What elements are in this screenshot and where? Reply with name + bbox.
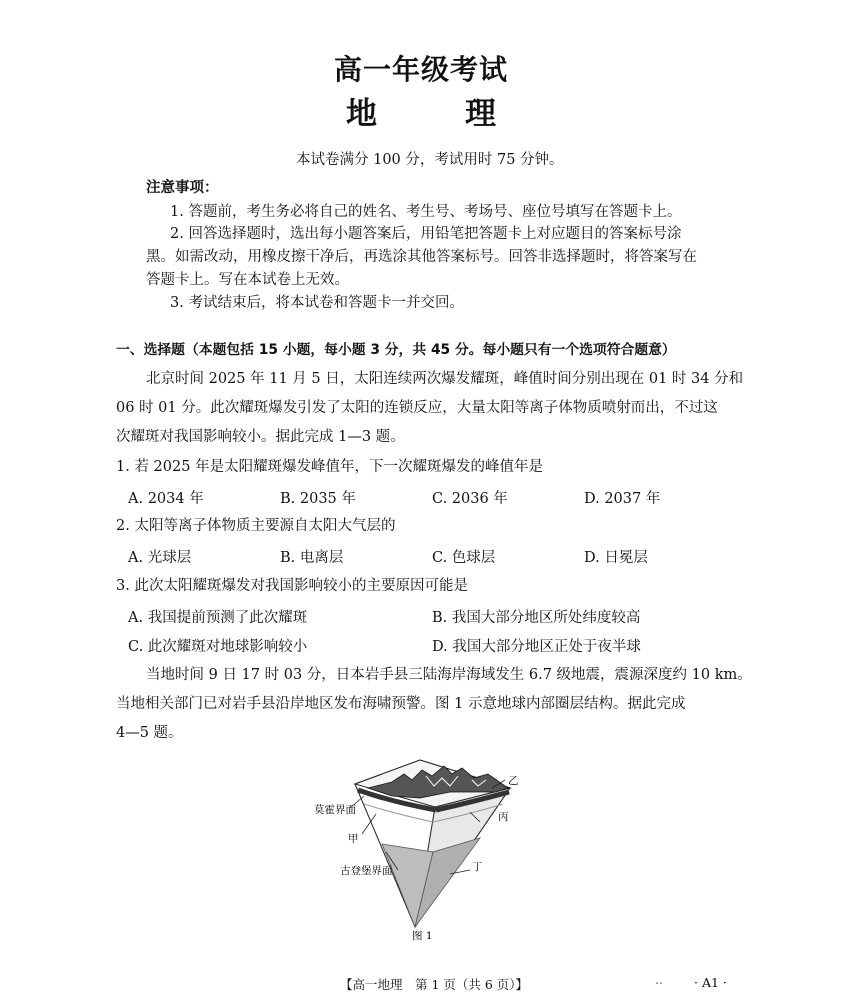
question-3-stem: 3. 此次太阳耀斑爆发对我国影响较小的主要原因可能是 <box>116 578 468 594</box>
question-1-option-c: C. 2036 年 <box>432 491 508 507</box>
figure-caption: 图 1 <box>412 930 433 942</box>
subject-char-1: 地 <box>346 96 377 132</box>
notice-line-3: 3. 考试结束后，将本试卷和答题卡一并交回。 <box>170 295 464 311</box>
exam-intro: 本试卷满分 100 分，考试用时 75 分钟。 <box>296 152 564 168</box>
question-2-stem: 2. 太阳等离子体物质主要源自太阳大气层的 <box>116 518 396 534</box>
notice-heading: 注意事项： <box>146 180 219 196</box>
label-gutenberg: 古登堡界面 <box>340 865 393 877</box>
question-1-option-a: A. 2034 年 <box>128 491 204 507</box>
question-1-option-b: B. 2035 年 <box>280 491 356 507</box>
passage-1-line-2: 06 时 01 分。此次耀斑爆发引发了太阳的连锁反应，大量太阳等离子体物质喷射而出，不过这 <box>116 400 718 416</box>
passage-2-line-1: 当地时间 9 日 17 时 03 分，日本岩手县三陆海岸海域发生 6.7 级地震，震源深度约 10 km。 <box>146 667 752 683</box>
label-yi: 乙 <box>508 775 519 787</box>
notice-line-2a: 2. 回答选择题时，选出每小题答案后，用铅笔把答题卡上对应题目的答案标号涂 <box>170 226 682 242</box>
question-1-stem: 1. 若 2025 年是太阳耀斑爆发峰值年，下一次耀斑爆发的峰值年是 <box>116 459 544 475</box>
question-2-option-a: A. 光球层 <box>128 550 192 566</box>
footer-dots: .. <box>655 972 663 987</box>
question-3-option-d: D. 我国大部分地区正处于夜半球 <box>432 639 641 655</box>
exam-title: 高一年级考试 <box>333 53 508 86</box>
question-3-option-a: A. 我国提前预测了此次耀斑 <box>128 610 308 626</box>
question-2-option-c: C. 色球层 <box>432 550 496 566</box>
question-3-option-b: B. 我国大部分地区所处纬度较高 <box>432 610 641 626</box>
label-moho: 莫霍界面 <box>314 804 356 816</box>
passage-1-line-1: 北京时间 2025 年 11 月 5 日，太阳连续两次爆发耀斑，峰值时间分别出现在 01 时 34 分和 <box>146 371 744 387</box>
question-1-option-d: D. 2037 年 <box>584 491 661 507</box>
passage-2-line-2: 当地相关部门已对岩手县沿岸地区发布海啸预警。图 1 示意地球内部圈层结构。据此完成 <box>116 696 686 712</box>
question-3-option-c: C. 此次耀斑对地球影响较小 <box>128 639 308 655</box>
question-2-option-b: B. 电离层 <box>280 550 344 566</box>
subject-title <box>0 88 842 133</box>
notice-line-1: 1. 答题前，考生务必将自己的姓名、考生号、考场号、座位号填写在答题卡上。 <box>170 204 682 220</box>
section-1-heading: 一、选择题（本题包括 15 小题，每小题 3 分，共 45 分。每小题只有一个选项符合题意） <box>116 342 676 358</box>
paper-code: · A1 · <box>694 975 727 990</box>
label-bing: 丙 <box>498 811 509 823</box>
subject-char-2: 理 <box>465 96 496 132</box>
page-footer: 【高一地理 第 1 页（共 6 页）】 <box>340 977 529 992</box>
question-2-option-d: D. 日冕层 <box>584 550 648 566</box>
notice-line-2c: 答题卡上。写在本试卷上无效。 <box>146 272 349 288</box>
notice-line-2b: 黑。如需改动，用橡皮擦干净后，再选涂其他答案标号。回答非选择题时，将答案写在 <box>146 249 697 265</box>
passage-2-line-3: 4—5 题。 <box>116 725 183 741</box>
passage-1-line-3: 次耀斑对我国影响较小。据此完成 1—3 题。 <box>116 429 405 445</box>
label-jia: 甲 <box>348 833 359 845</box>
label-ding: 丁 <box>472 861 483 873</box>
earth-structure-figure <box>300 752 540 948</box>
